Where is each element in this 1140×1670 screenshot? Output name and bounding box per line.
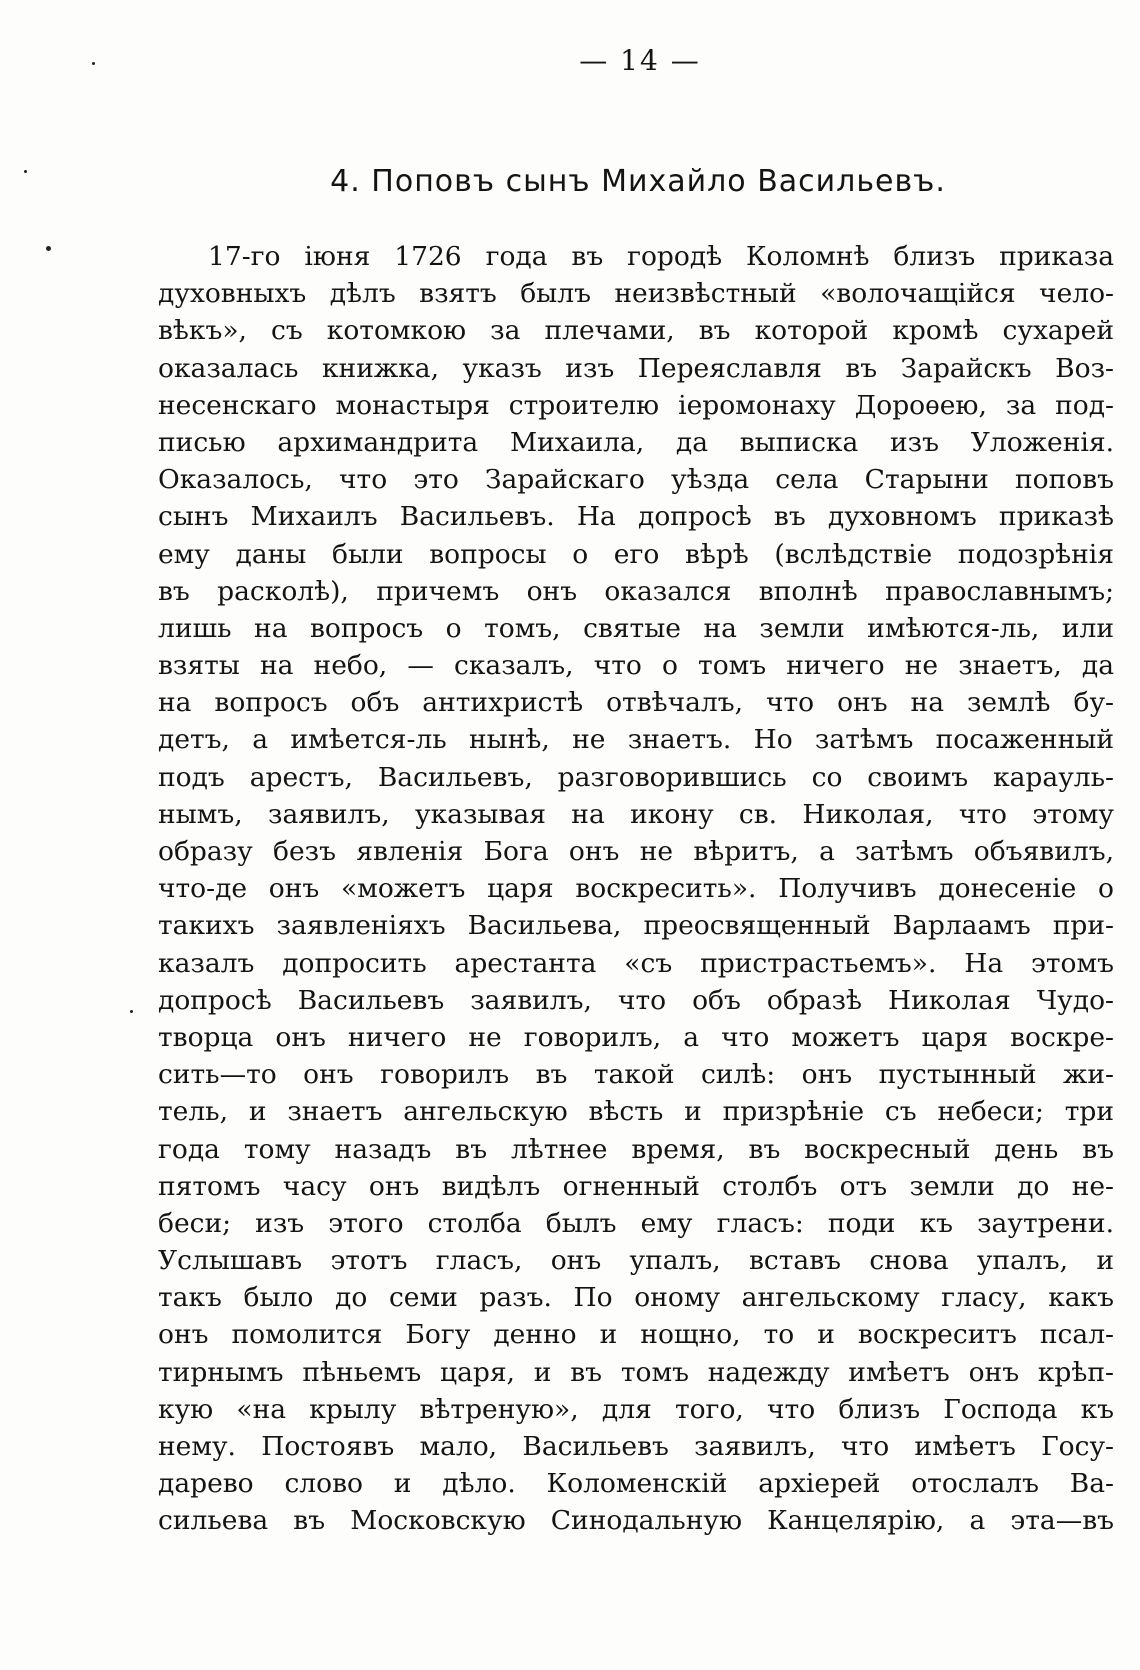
text-line: оказалась книжка, указъ изъ Переяславля въ Зарайскъ Воз- — [158, 352, 1114, 384]
print-speck — [130, 1010, 133, 1013]
text-line: казалъ допросить арестанта «съ пристрастьемъ». На этомъ — [158, 947, 1114, 979]
text-line: на вопросъ объ антихристѣ отвѣчалъ, что онъ на землѣ бу- — [158, 687, 1114, 719]
text-line: тирнымъ пѣньемъ царя, и въ томъ надежду имѣетъ онъ крѣп- — [158, 1356, 1114, 1388]
text-line: онъ помолится Богу денно и нощно, то и воскреситъ псал- — [158, 1319, 1114, 1351]
text-line: образу безъ явленія Бога онъ не вѣритъ, а затѣмъ объявилъ, — [158, 836, 1114, 867]
text-line: ему даны были вопросы о его вѣрѣ (вслѣдствіе подозрѣнія — [158, 538, 1114, 570]
text-line: дарево слово и дѣло. Коломенскій архіерей отослалъ Ва- — [158, 1468, 1114, 1500]
text-line: сильева въ Московскую Синодальную Канцелярію, а эта—въ — [158, 1505, 1114, 1537]
text-line: несенскаго монастыря строителю іеромонаху Дороѳею, за под- — [158, 389, 1114, 421]
text-line: писью архимандрита Михаила, да выписка изъ Уложенія. — [158, 426, 1114, 458]
text-line: что-де онъ «можетъ царя воскресить». Получивъ донесеніе о — [158, 873, 1114, 905]
text-line: сить—то онъ говорилъ въ такой силѣ: онъ пустынный жи- — [158, 1059, 1114, 1091]
text-line: Оказалось, что это Зарайскаго уѣзда села Старыни поповъ — [158, 464, 1114, 496]
text-line: нему. Постоявъ мало, Васильевъ заявилъ, что имѣетъ Госу- — [158, 1431, 1114, 1462]
text-line: пятомъ часу онъ видѣлъ огненный столбъ отъ земли до не- — [158, 1170, 1114, 1202]
text-line: подъ арестъ, Васильевъ, разговорившись со своимъ карауль- — [158, 761, 1114, 793]
print-speck — [24, 170, 27, 173]
text-line: тель, и знаетъ ангельскую вѣсть и призрѣніе съ небеси; три — [158, 1096, 1114, 1128]
text-line: детъ, а имѣется-ль нынѣ, не знаетъ. Но затѣмъ посаженный — [158, 724, 1114, 756]
text-line: творца онъ ничего не говорилъ, а что можетъ царя воскре- — [158, 1021, 1114, 1053]
text-line: вѣкъ», съ котомкою за плечами, въ которой кромѣ сухарей — [158, 315, 1114, 347]
text-line: въ расколѣ), причемъ онъ оказался вполнѣ православнымъ; — [158, 575, 1114, 607]
text-line: нымъ, заявилъ, указывая на икону св. Николая, что этому — [158, 798, 1114, 830]
text-line: допросѣ Васильевъ заявилъ, что объ образѣ Николая Чудо- — [158, 984, 1114, 1016]
body-paragraph — [158, 238, 1114, 1540]
text-line: такъ было до семи разъ. По оному ангельскому гласу, какъ — [158, 1282, 1114, 1314]
text-line: взяты на небо, — сказалъ, что о томъ ничего не знаетъ, да — [158, 650, 1114, 682]
text-line: 17-го іюня 1726 года въ городѣ Коломнѣ близъ приказа — [208, 241, 1114, 272]
text-line: года тому назадъ въ лѣтнее время, въ воскресный день въ — [158, 1133, 1114, 1165]
text-line: Услышавъ этотъ гласъ, онъ упалъ, вставъ снова упалъ, и — [158, 1245, 1114, 1277]
text-line: духовныхъ дѣлъ взятъ былъ неизвѣстный «волочащійся чело- — [158, 278, 1114, 310]
page-number: — 14 — — [579, 44, 701, 77]
text-line: сынъ Михаилъ Васильевъ. На допросѣ въ духовномъ приказѣ — [158, 501, 1114, 533]
text-line: лишь на вопросъ о томъ, святые на земли имѣются-ль, или — [158, 612, 1114, 644]
text-line: кую «на крылу вѣтреную», для того, что близъ Господа къ — [158, 1393, 1114, 1425]
print-speck — [46, 246, 51, 251]
text-line: беси; изъ этого столба былъ ему гласъ: поди къ заутрени. — [158, 1207, 1114, 1239]
section-heading: 4. Поповъ сынъ Михайло Васильевъ. — [330, 164, 946, 199]
text-line: такихъ заявленіяхъ Васильева, преосвященный Варлаамъ при- — [158, 910, 1114, 942]
